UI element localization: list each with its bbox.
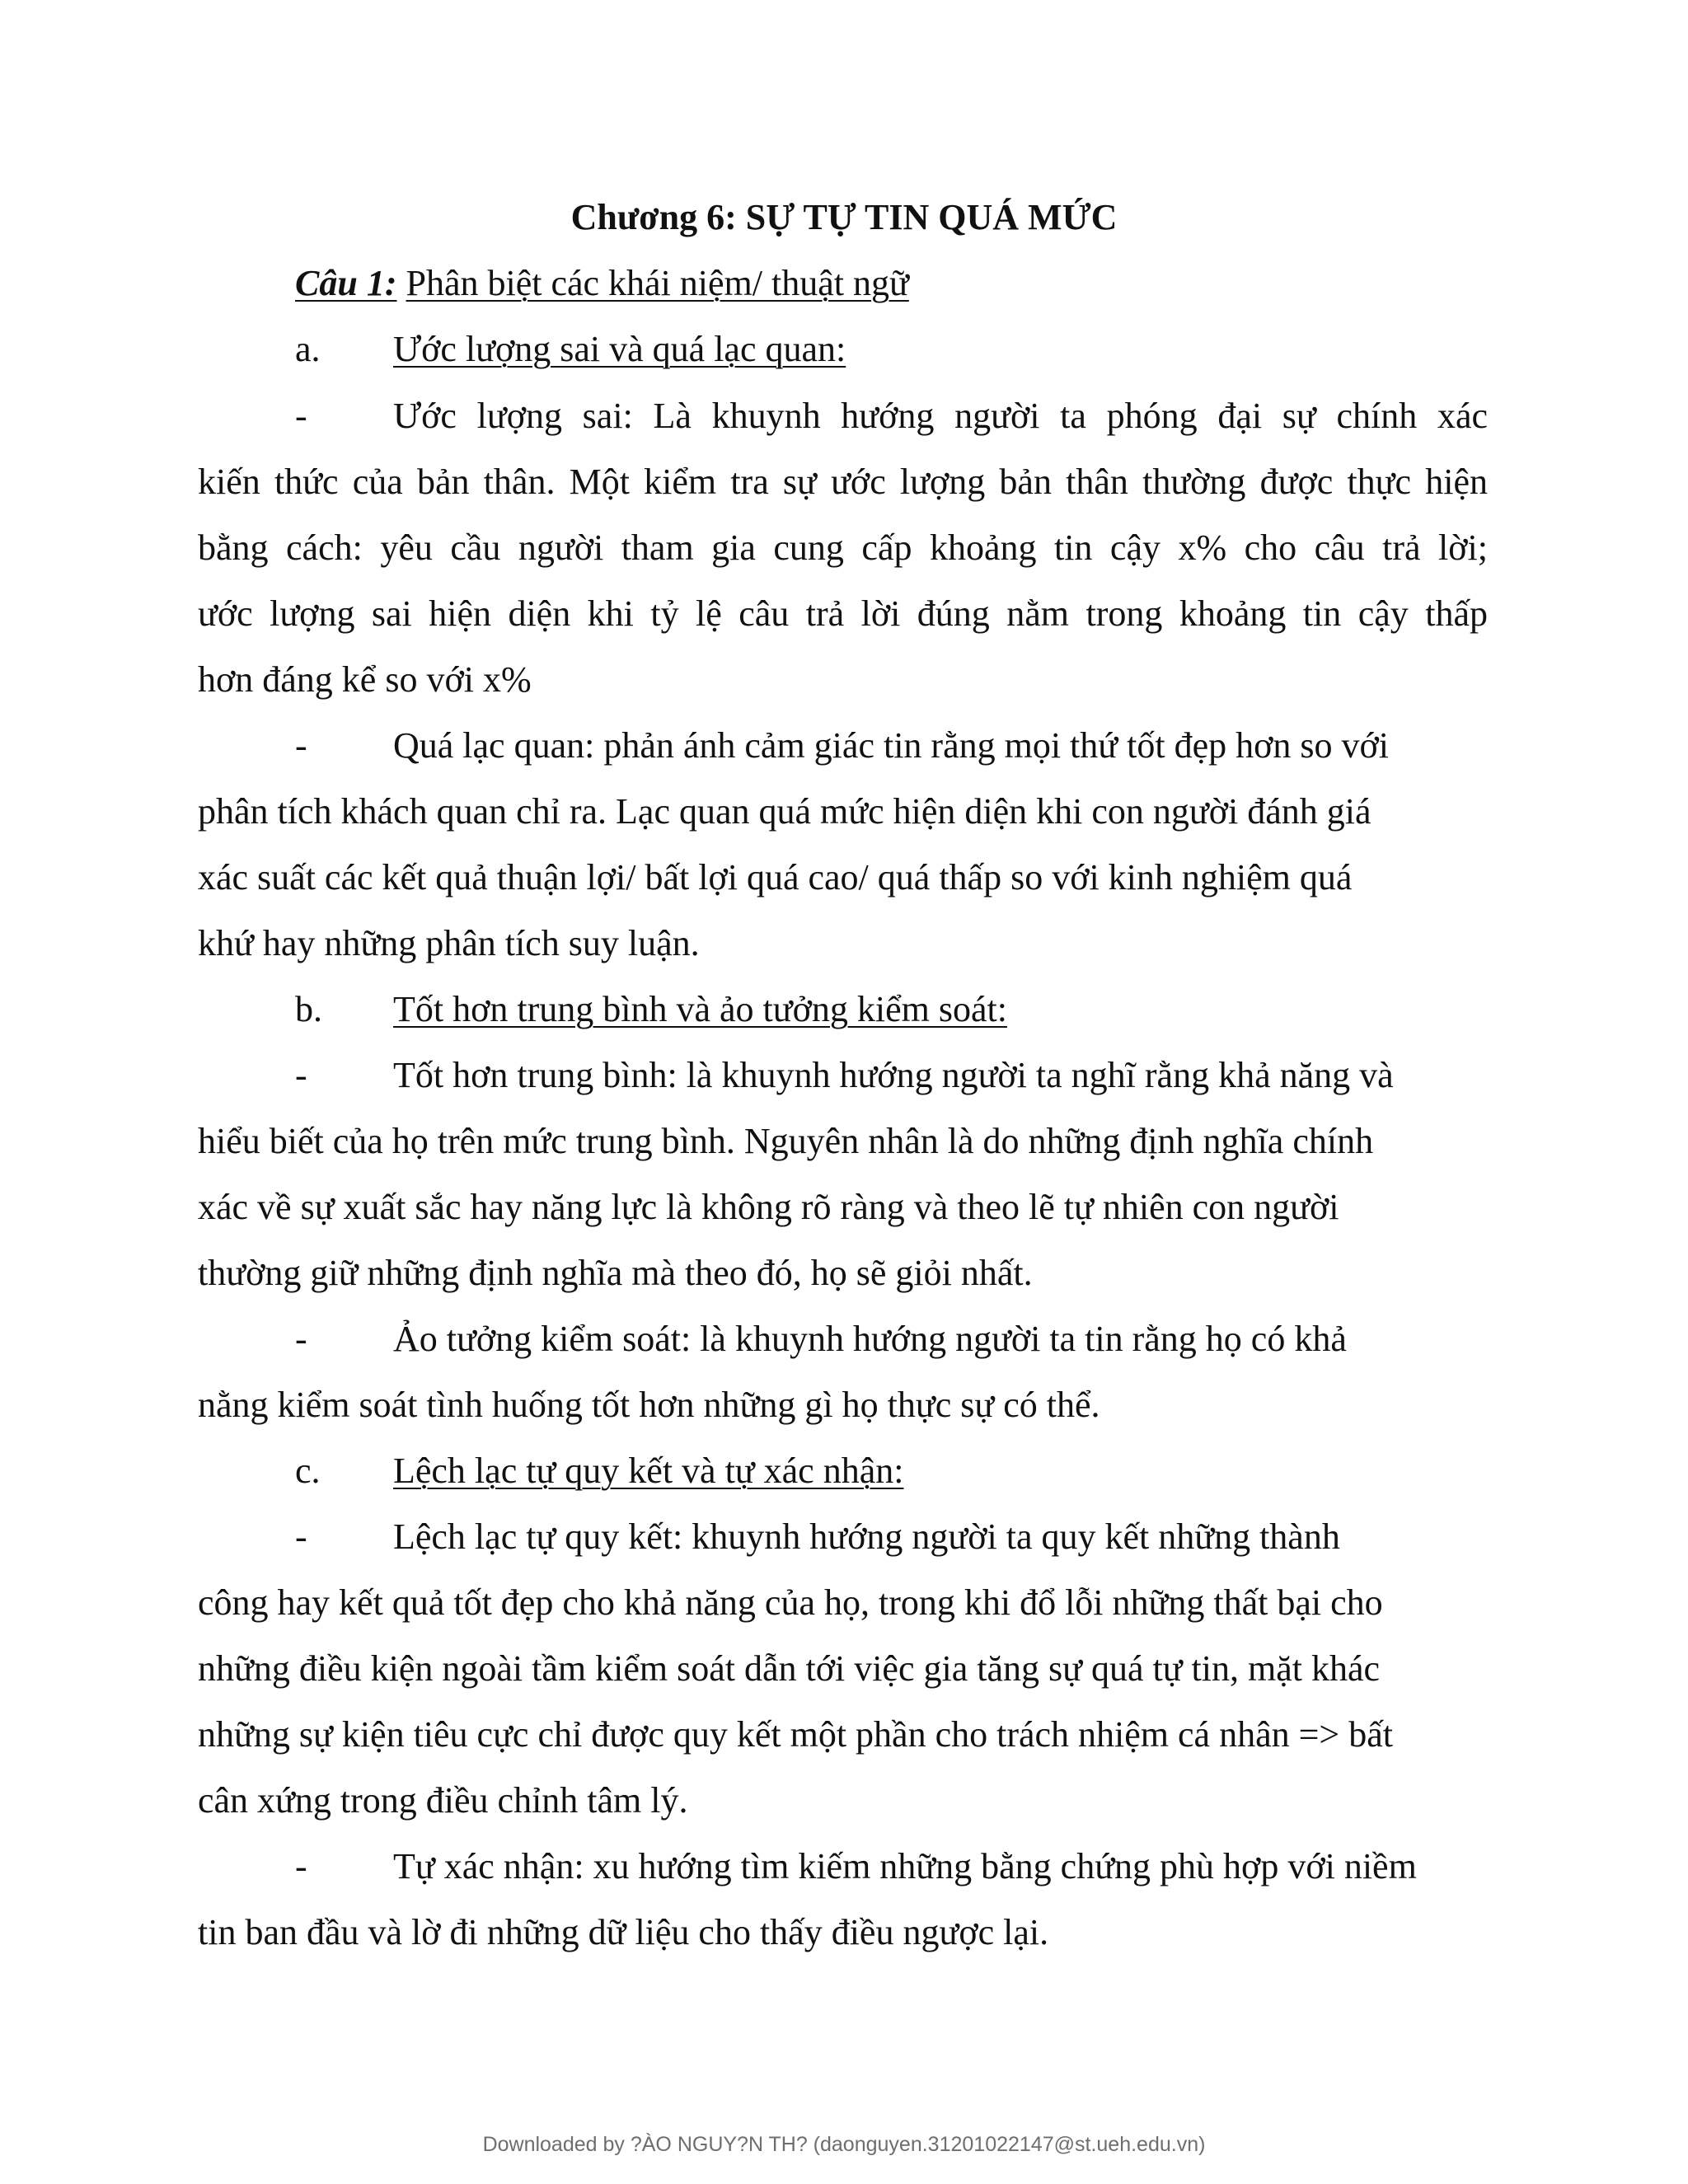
bullet-dash: -: [295, 396, 307, 436]
bullet-dash: -: [295, 1055, 307, 1095]
paragraph-line: hiểu biết của họ trên mức trung bình. Nguyên nhân là do những định nghĩa chính: [198, 1121, 1374, 1161]
bullet-dash: -: [295, 1846, 307, 1886]
paragraph-line: tin ban đầu và lờ đi những dữ liệu cho thấy điều ngược lại.: [198, 1912, 1049, 1952]
question-label: Câu 1:: [295, 263, 397, 303]
paragraph-line: nằng kiểm soát tình huống tốt hơn những gì họ thực sự có thể.: [198, 1385, 1100, 1425]
paragraph-first-line: Ước lượng sai: Là khuynh hướng người ta phóng đại sự chính xác: [393, 396, 1488, 436]
paragraph-line: kiến thức của bản thân. Một kiểm tra sự ước lượng bản thân thường được thực hiện: [198, 462, 1488, 502]
paragraph-line: những điều kiện ngoài tầm kiểm soát dẫn tới việc gia tăng sự quá tự tin, mặt khác: [198, 1648, 1381, 1689]
paragraph-line: khứ hay những phân tích suy luận.: [198, 923, 700, 963]
bullet-dash: -: [295, 1516, 307, 1557]
chapter-title: Chương 6: SỰ TỰ TIN QUÁ MỨC: [570, 197, 1118, 237]
question-text: Phân biệt các khái niệm/ thuật ngữ: [406, 263, 909, 303]
paragraph-line: công hay kết quả tốt đẹp cho khả năng của họ, trong khi đổ lỗi những thất bại cho: [198, 1582, 1383, 1623]
section-c-letter: c.: [295, 1451, 321, 1491]
download-footer: Downloaded by ?ÀO NGUY?N TH? (daonguyen.31201022147@st.ueh.edu.vn): [482, 2133, 1206, 2156]
bullet-dash: -: [295, 725, 307, 766]
paragraph-first-line: Tốt hơn trung bình: là khuynh hướng người ta nghĩ rằng khả năng và: [393, 1055, 1394, 1095]
question-heading: [295, 260, 909, 307]
paragraph-line: phân tích khách quan chỉ ra. Lạc quan quá mức hiện diện khi con người đánh giá: [198, 791, 1372, 832]
paragraph-line: bằng cách: yêu cầu người tham gia cung cấp khoảng tin cậy x% cho câu trả lời;: [198, 527, 1488, 568]
section-c-heading: Lệch lạc tự quy kết và tự xác nhận:: [393, 1451, 904, 1491]
section-b-letter: b.: [295, 989, 322, 1029]
section-a-letter: a.: [295, 329, 321, 369]
paragraph-first-line: Tự xác nhận: xu hướng tìm kiếm những bằng chứng phù hợp với niềm: [393, 1846, 1417, 1886]
section-a-heading: Ước lượng sai và quá lạc quan:: [393, 329, 846, 369]
paragraph-line: xác về sự xuất sắc hay năng lực là không rõ ràng và theo lẽ tự nhiên con người: [198, 1187, 1339, 1227]
paragraph-line: xác suất các kết quả thuận lợi/ bất lợi quá cao/ quá thấp so với kinh nghiệm quá: [198, 857, 1353, 898]
paragraph-line: ước lượng sai hiện diện khi tỷ lệ câu trả lời đúng nằm trong khoảng tin cậy thấp: [198, 593, 1488, 634]
bullet-dash: -: [295, 1319, 307, 1359]
section-b-heading: Tốt hơn trung bình và ảo tưởng kiểm soát:: [393, 989, 1007, 1029]
paragraph-first-line: Quá lạc quan: phản ánh cảm giác tin rằng mọi thứ tốt đẹp hơn so với: [393, 725, 1389, 766]
paragraph-line: thường giữ những định nghĩa mà theo đó, họ sẽ giỏi nhất.: [198, 1253, 1033, 1293]
paragraph-line: những sự kiện tiêu cực chỉ được quy kết một phần cho trách nhiệm cá nhân => bất: [198, 1714, 1394, 1755]
paragraph-first-line: Lệch lạc tự quy kết: khuynh hướng người ta quy kết những thành: [393, 1516, 1340, 1557]
paragraph-line: cân xứng trong điều chỉnh tâm lý.: [198, 1780, 688, 1821]
paragraph-first-line: Ảo tưởng kiểm soát: là khuynh hướng người ta tin rằng họ có khả: [393, 1319, 1347, 1359]
paragraph-line: hơn đáng kể so với x%: [198, 659, 532, 700]
